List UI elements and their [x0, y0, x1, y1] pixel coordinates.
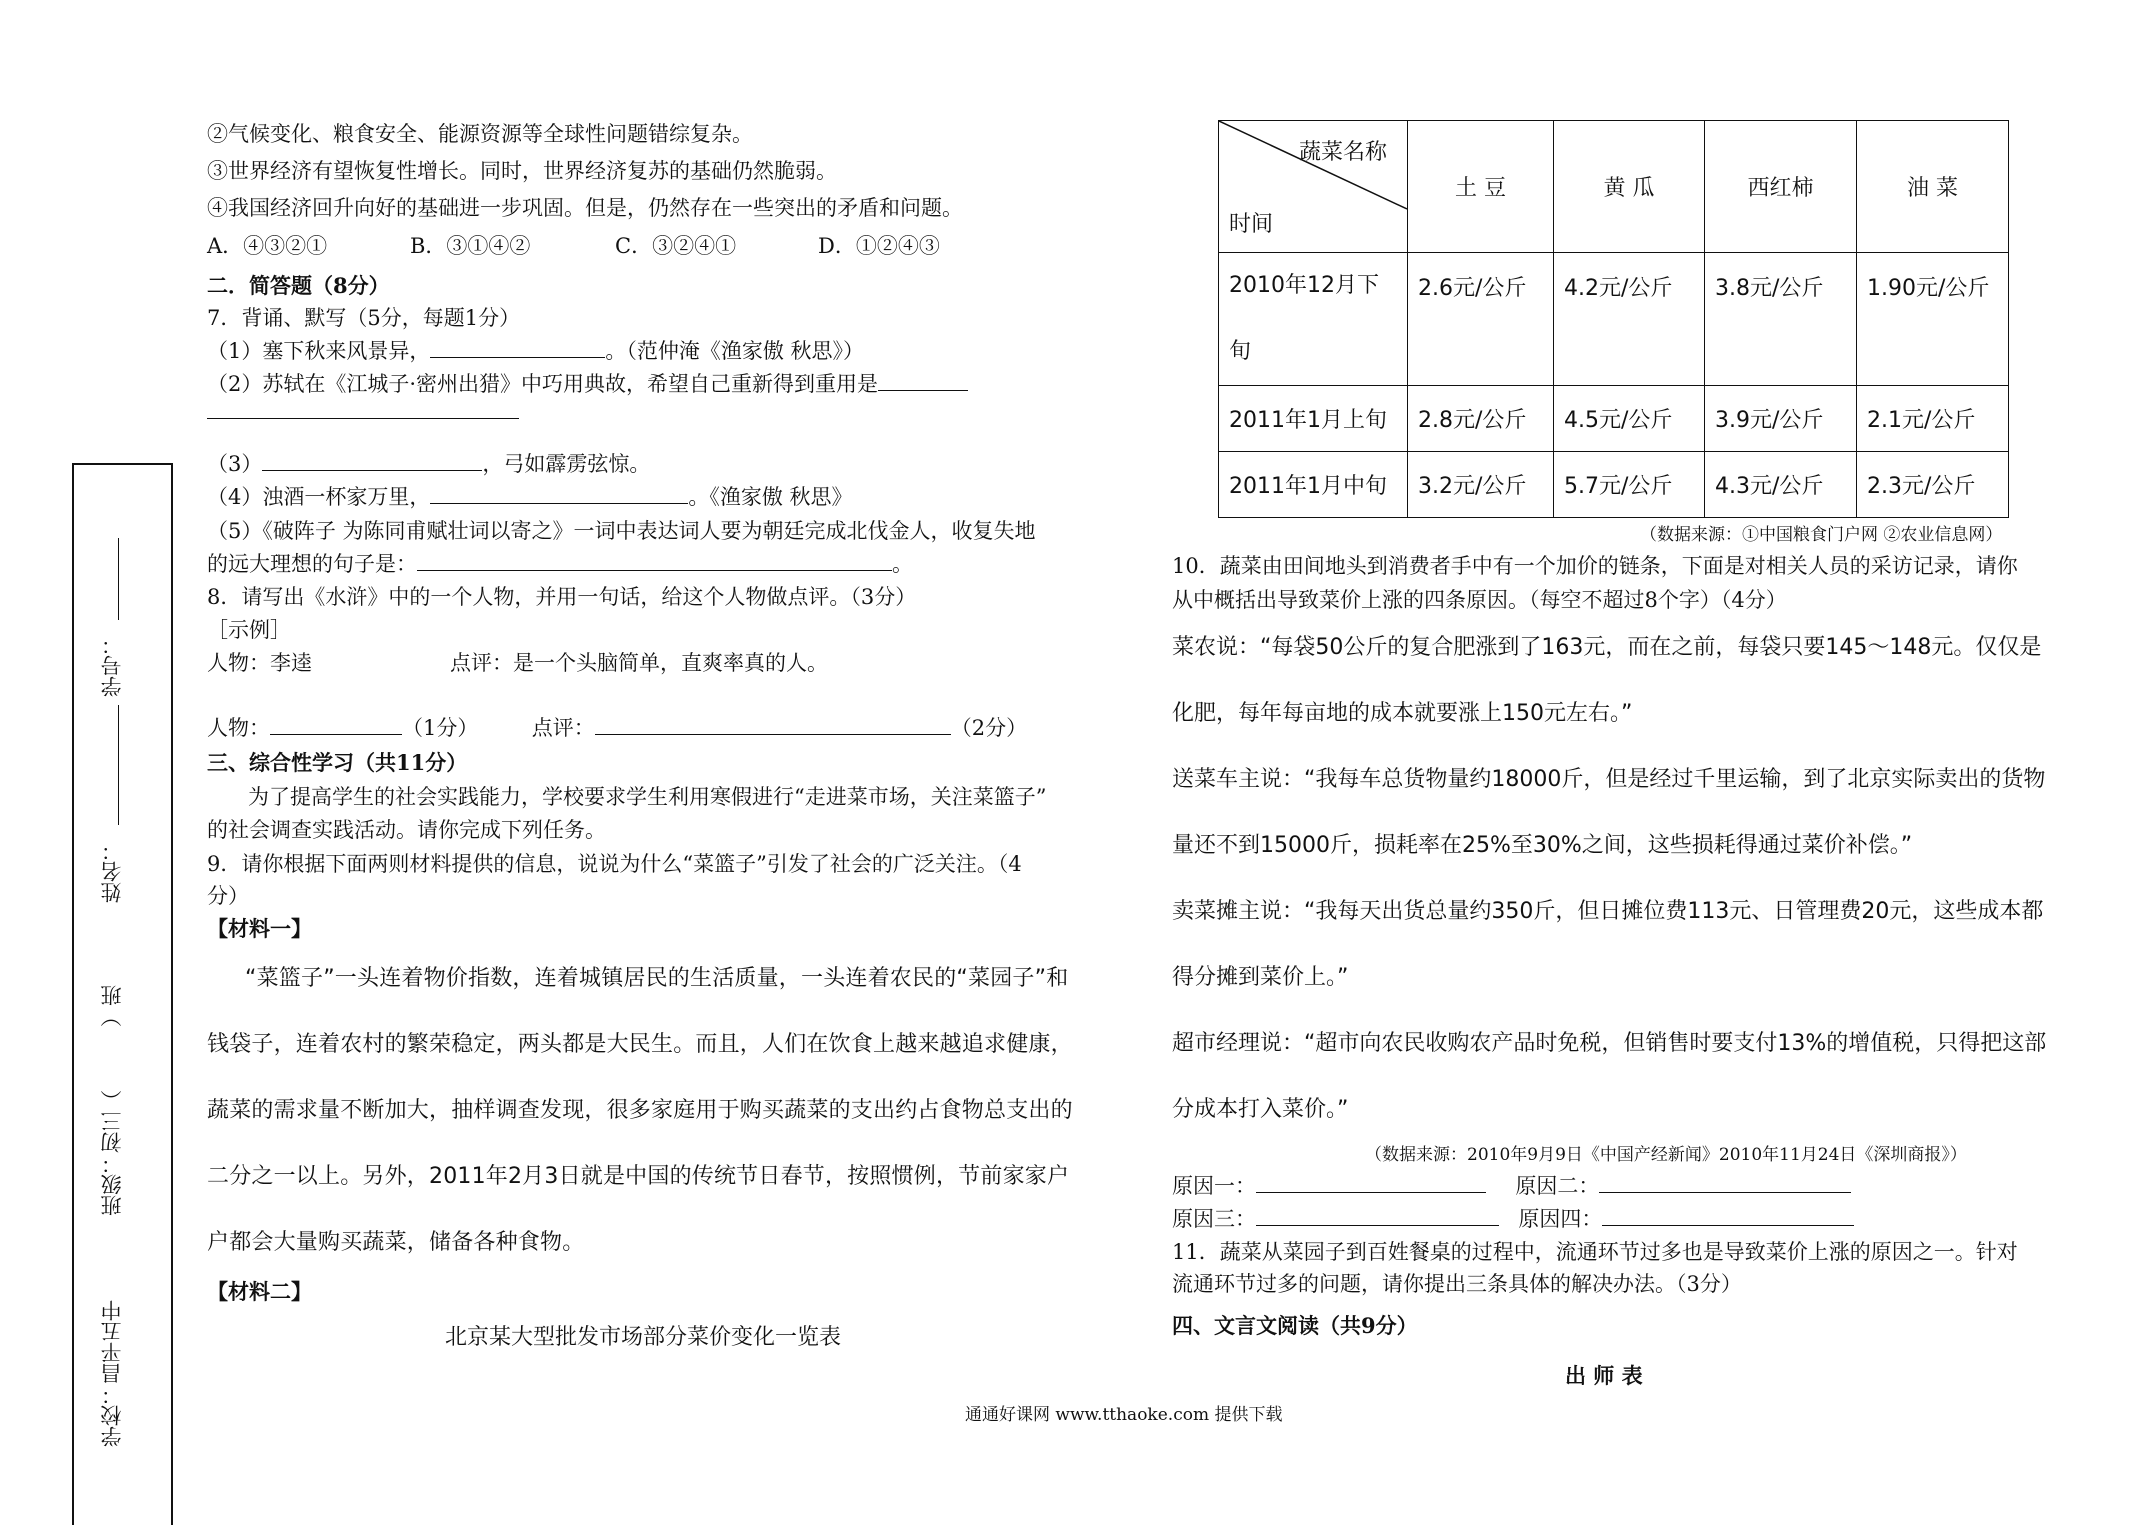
- q7-4-prefix: （4）浊酒一杯家万里，: [207, 485, 431, 509]
- q7-2-blank-b[interactable]: [207, 418, 519, 419]
- col-header-cucumber: 黄 瓜: [1554, 121, 1705, 253]
- table-header-row: [1219, 121, 2009, 253]
- shipper-quote: 送菜车主说：“我每车总货物量约18000斤，但是经过千里运输，到了北京实际卖出的货物量还不到15000斤，损耗率在25%至30%之间，这些损耗得通过菜价补偿。”: [1172, 767, 2046, 858]
- example-tag: ［示例］: [207, 618, 291, 642]
- table-cell: 4.3元/公斤: [1705, 452, 1857, 518]
- table-corner-cell: [1219, 121, 1408, 253]
- vendor-quote: 卖菜摊主说：“我每天出货总量约350斤，但日摊位费113元、日管理费20元，这些成本都得分摊到菜价上。”: [1172, 899, 2044, 990]
- q10-line-1: 10．蔬菜由田间地头到消费者手中有一个加价的链条，下面是对相关人员的采访记录，请你: [1172, 554, 2018, 578]
- material-2-title: 【材料二】: [207, 1279, 312, 1304]
- manager-quote: 超市经理说：“超市向农民收购农产品时免税，但销售时要支付13%的增值税，只得把这部分成本打入菜价。”: [1172, 1031, 2047, 1122]
- option-3: ③世界经济有望恢复性增长。同时，世界经济复苏的基础仍然脆弱。: [207, 159, 837, 183]
- table-cell: 2.6元/公斤: [1408, 253, 1554, 386]
- table-cell: 5.7元/公斤: [1554, 452, 1705, 518]
- table-cell: 4.2元/公斤: [1554, 253, 1705, 386]
- row-time: 2011年1月中旬: [1219, 452, 1408, 518]
- intro-line-1: 为了提高学生的社会实践能力，学校要求学生利用寒假进行“走进菜市场，关注菜篮子”: [248, 785, 1047, 809]
- row-time-line2: 旬: [1229, 339, 1252, 364]
- farmer-quote: 菜农说：“每袋50公斤的复合肥涨到了163元，而在之前，每袋只要145～148元。仅仅是化肥，每年每亩地的成本就要涨上150元左右。”: [1172, 635, 2042, 726]
- reason-1-blank[interactable]: [1256, 1170, 1486, 1193]
- q7-2-blank-a[interactable]: [878, 368, 968, 391]
- q7-5-blank[interactable]: [417, 548, 892, 571]
- person-score: （1分）: [402, 716, 479, 740]
- q11-line-2: 流通环节过多的问题，请你提出三条具体的解决办法。（3分）: [1172, 1272, 1742, 1296]
- table-row: [1219, 386, 2009, 452]
- q7-1-blank[interactable]: [430, 335, 605, 358]
- example-comment: 点评：是一个头脑简单，直爽率真的人。: [450, 651, 828, 675]
- person-label: 人物：: [207, 716, 270, 740]
- table-row: [1219, 253, 2009, 386]
- material-1-title: 【材料一】: [207, 916, 312, 941]
- q7-1-prefix: （1）塞下秋来风景异，: [207, 339, 431, 363]
- essay-title: 出 师 表: [1565, 1363, 1643, 1388]
- col-header-tomato: 西红柿: [1705, 121, 1857, 253]
- q7-5-prefix: 的远大理想的句子是：: [207, 552, 417, 576]
- q9-line-2: 分）: [207, 884, 249, 908]
- reason-1-label: 原因一：: [1172, 1174, 1256, 1198]
- col-header-rapeseed: 油 菜: [1857, 121, 2009, 253]
- material-1-text: “菜篮子”一头连着物价指数，连着城镇居民的生活质量，一头连着农民的“菜园子”和钱袋子，连着农村的繁荣稳定，两头都是大民生。而且，人们在饮食上越来越追求健康，蔬菜的需求量不断加大，抽样调查发现，很多家庭用于购买蔬菜的支出约占食物总支出的二分之一以上。另外，2011年2月3日就是中国的传统节日春节，按照惯例，节前家家户户都会大量购买蔬菜，储备各种食物。: [207, 966, 1073, 1255]
- table-cell: 1.90元/公斤: [1857, 253, 2009, 386]
- section-3-title: 三、综合性学习（共11分）: [207, 750, 468, 775]
- news-source: （数据来源：2010年9月9日《中国产经新闻》2010年11月24日《深圳商报》）: [1365, 1145, 1967, 1165]
- table-caption: 北京某大型批发市场部分菜价变化一览表: [445, 1325, 842, 1350]
- comment-score: （2分）: [950, 716, 1028, 740]
- choice-a: A．④③②①: [207, 234, 328, 258]
- name-label: 姓名：: [100, 840, 124, 903]
- table-row: [1219, 452, 2009, 518]
- example-person: 人物：李逵: [207, 651, 312, 675]
- q7-5-line1: （5）《破阵子 为陈同甫赋壮词以寄之》一词中表达词人要为朝廷完成北伐金人，收复失地: [207, 519, 1036, 543]
- class-suffix-label: ）班: [100, 985, 124, 1027]
- q9-line-1: 9．请你根据下面两则材料提供的信息，说说为什么“菜篮子”引发了社会的广泛关注。（4: [207, 852, 1022, 876]
- table-cell: 3.9元/公斤: [1705, 386, 1857, 452]
- q7-1: [207, 335, 864, 367]
- q8-answer-line: [207, 712, 1027, 744]
- q11-line-1: 11．蔬菜从菜园子到百姓餐桌的过程中，流通环节过多也是导致菜价上涨的原因之一。针对: [1172, 1240, 2018, 1264]
- student-id-blank[interactable]: [118, 538, 119, 620]
- q8-title: 8．请写出《水浒》中的一个人物，并用一句话，给这个人物做点评。（3分）: [207, 585, 917, 609]
- q7-4-blank[interactable]: [430, 481, 688, 504]
- intro-line-2: 的社会调查实践活动。请你完成下列任务。: [207, 818, 606, 842]
- table-source: （数据来源：①中国粮食门户网 ②农业信息网）: [1640, 525, 2003, 545]
- table-cell: 3.2元/公斤: [1408, 452, 1554, 518]
- reason-2-label: 原因二：: [1515, 1174, 1600, 1198]
- row-time: [1219, 253, 1408, 386]
- reason-2-blank[interactable]: [1599, 1170, 1851, 1193]
- student-id-label: 学号：: [100, 634, 124, 697]
- q7-3: [207, 448, 650, 480]
- col-header-potato: 土 豆: [1408, 121, 1554, 253]
- person-blank[interactable]: [270, 712, 402, 735]
- choice-d: D．①②④③: [818, 234, 940, 258]
- choice-b: B．③①④②: [410, 234, 531, 258]
- row-time-line1: 2010年12月下: [1229, 273, 1379, 298]
- option-2: ②气候变化、粮食安全、能源资源等全球性问题错综复杂。: [207, 122, 753, 146]
- name-blank[interactable]: [118, 705, 119, 825]
- page-footer: 通通好课网 www.tthaoke.com 提供下载: [965, 1405, 1283, 1425]
- school-label: 学校：昌平五中: [100, 1300, 124, 1447]
- table-cell: 3.8元/公斤: [1705, 253, 1857, 386]
- q10-line-2: 从中概括出导致菜价上涨的四条原因。（每空不超过8个字）（4分）: [1172, 588, 1787, 612]
- q7-1-suffix: 。（范仲淹《渔家傲 秋思》）: [605, 339, 865, 363]
- row-time: 2011年1月上旬: [1219, 386, 1408, 452]
- choice-c: C．③②④①: [615, 234, 737, 258]
- q7-3-suffix: ，弓如霹雳弦惊。: [482, 452, 651, 476]
- q7-4: [207, 481, 853, 513]
- q7-2: [207, 368, 968, 400]
- class-label: 班级：初三（: [100, 1090, 124, 1216]
- q7-5-suffix: 。: [892, 552, 913, 576]
- section-2-title: 二．简答题（8分）: [207, 273, 390, 298]
- reasons-row-1: [1172, 1170, 1851, 1202]
- section-4-title: 四、文言文阅读（共9分）: [1172, 1313, 1418, 1338]
- reasons-row-2: [1172, 1203, 1854, 1235]
- vegetable-price-table: [1218, 120, 2009, 518]
- q7-5-line2: [207, 548, 913, 580]
- comment-label: 点评：: [531, 716, 595, 740]
- option-4: ④我国经济回升向好的基础进一步巩固。但是，仍然存在一些突出的矛盾和问题。: [207, 196, 963, 220]
- q7-2-text: （2）苏轼在《江城子·密州出猎》中巧用典故，希望自己重新得到重用是: [207, 372, 879, 396]
- reason-3-blank[interactable]: [1256, 1203, 1499, 1226]
- comment-blank[interactable]: [595, 712, 951, 735]
- reason-4-blank[interactable]: [1602, 1203, 1854, 1226]
- corner-bottom-label: 时间: [1229, 212, 1274, 237]
- table-cell: 2.3元/公斤: [1857, 452, 2009, 518]
- table-cell: 2.1元/公斤: [1857, 386, 2009, 452]
- q7-3-prefix: （3）: [207, 452, 263, 476]
- reason-4-label: 原因四：: [1518, 1207, 1603, 1231]
- q7-title: 7．背诵、默写（5分，每题1分）: [207, 306, 521, 330]
- table-cell: 2.8元/公斤: [1408, 386, 1554, 452]
- corner-top-label: 蔬菜名称: [1298, 140, 1387, 165]
- table-cell: 4.5元/公斤: [1554, 386, 1705, 452]
- q7-4-suffix: 。《渔家傲 秋思》: [688, 485, 853, 509]
- reason-3-label: 原因三：: [1172, 1207, 1256, 1231]
- q7-3-blank[interactable]: [262, 448, 482, 471]
